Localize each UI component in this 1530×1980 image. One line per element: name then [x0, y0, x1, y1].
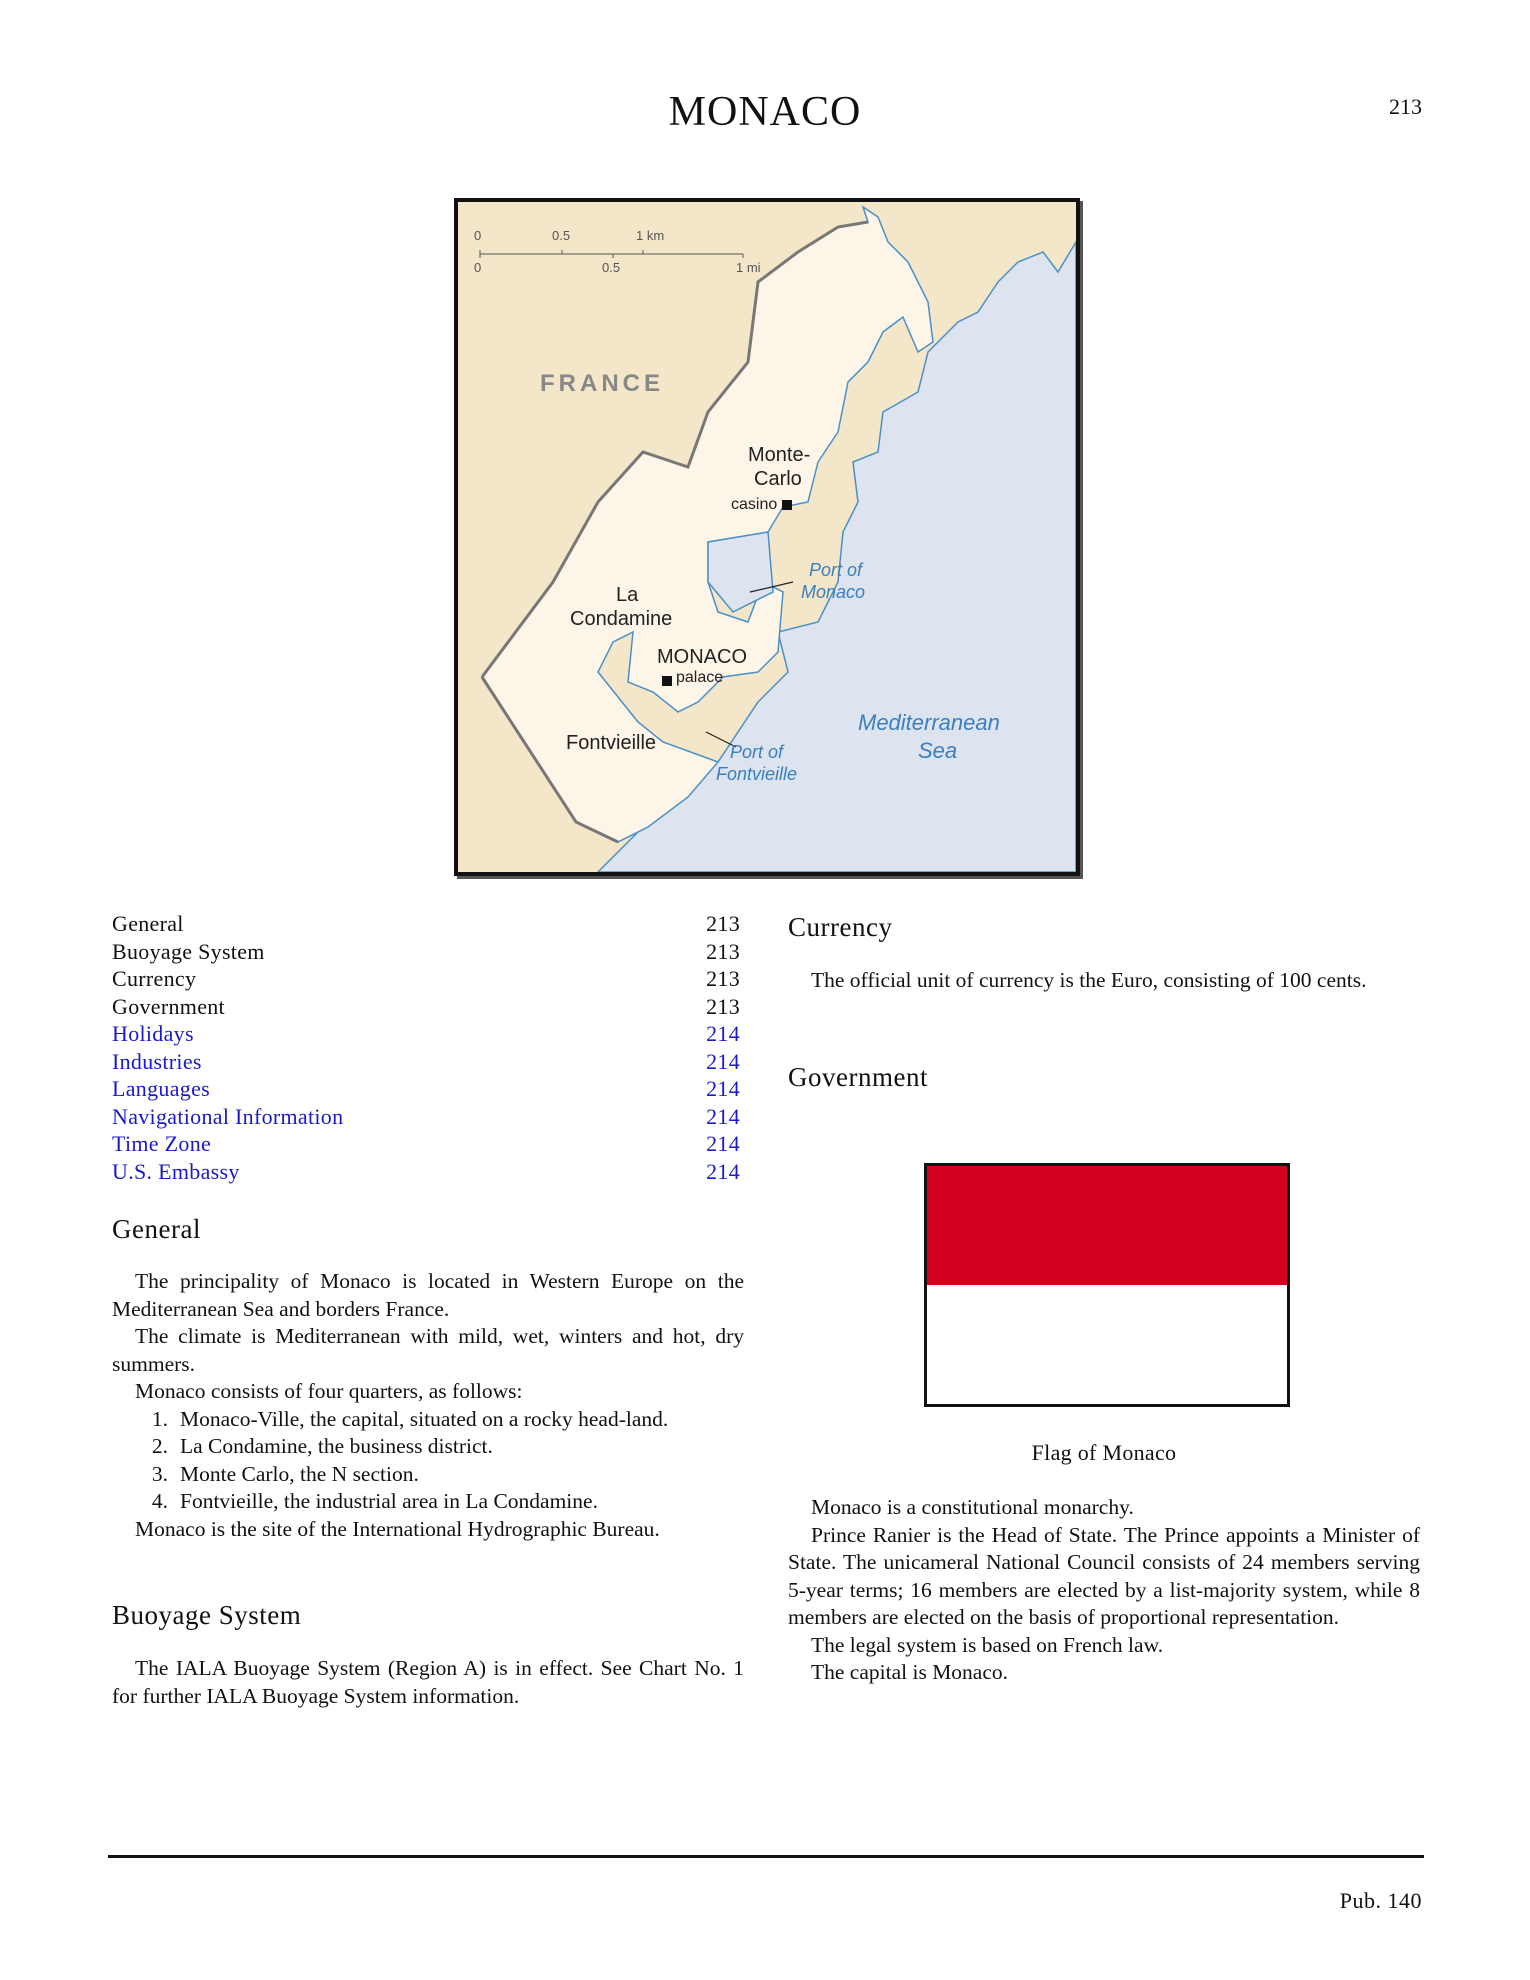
list-text: Monaco-Ville, the capital, situated on a rocky head-land.	[180, 1406, 669, 1431]
toc-label: Currency	[112, 966, 197, 991]
map-label-la-condamine-1: La	[616, 584, 639, 606]
map-label-monaco: MONACO	[657, 646, 747, 668]
palace-marker-icon	[662, 676, 672, 686]
list-item	[112, 1433, 744, 1461]
page-number: 213	[1389, 94, 1422, 119]
map-label-port-fontvieille-1: Port of	[730, 742, 784, 762]
toc-page[interactable]: 214	[706, 1131, 740, 1156]
toc-link-navigational-information[interactable]	[112, 1103, 740, 1131]
toc-page: 213	[706, 911, 740, 936]
section-general-body	[112, 1268, 744, 1543]
toc-link-industries[interactable]	[112, 1048, 740, 1076]
page-title: MONACO	[668, 89, 862, 135]
toc-link-us-embassy[interactable]	[112, 1158, 740, 1186]
toc-label[interactable]: Industries	[112, 1048, 202, 1074]
paragraph: Monaco is a constitutional monarchy.	[811, 1495, 1134, 1519]
paragraph: Monaco is the site of the International Hydrographic Bureau.	[135, 1516, 660, 1541]
paragraph: The legal system is based on French law.	[811, 1632, 1164, 1657]
paragraph: Prince Ranier is the Head of State. The Prince appoints a Minister of State. The unicameral National Council consists of 24 members serving 5-year terms; 16 members are elected by a list-majority system, while 8 members are elected on the basis of proportional representation.	[788, 1522, 1420, 1629]
toc-label: Buoyage System	[112, 938, 265, 964]
scale-mi-0-5: 0.5	[602, 260, 621, 275]
paragraph: The capital is Monaco.	[811, 1660, 1009, 1684]
toc-label: Government	[112, 993, 225, 1019]
list-number: 3.	[151, 1461, 168, 1486]
monaco-map	[454, 198, 1080, 876]
scale-mi-1: 1 mi	[736, 260, 761, 275]
toc-page[interactable]: 214	[706, 1076, 740, 1101]
toc-link-languages[interactable]	[112, 1075, 740, 1103]
map-label-port-monaco-1: Port of	[809, 560, 863, 580]
list-item	[112, 1461, 744, 1489]
section-heading-currency: Currency	[788, 912, 893, 942]
toc-label[interactable]: Languages	[112, 1076, 210, 1101]
map-label-fontvieille: Fontvieille	[566, 732, 657, 754]
list-number: 1.	[151, 1406, 168, 1431]
toc-link-holidays[interactable]	[112, 1020, 740, 1048]
paragraph: The climate is Mediterranean with mild, wet, winters and hot, dry summers.	[112, 1324, 744, 1376]
map-label-palace: palace	[676, 669, 724, 686]
toc-page[interactable]: 214	[706, 1048, 740, 1074]
toc-page[interactable]: 214	[706, 1021, 740, 1046]
list-item	[112, 1406, 744, 1434]
list-item	[112, 1488, 744, 1516]
list-number: 2.	[151, 1434, 168, 1458]
toc-page: 213	[706, 966, 740, 991]
publication-label: Pub. 140	[1339, 1888, 1422, 1913]
list-text: Monte Carlo, the N section.	[180, 1461, 419, 1486]
section-heading-government: Government	[788, 1062, 928, 1092]
scale-km-1: 1 km	[636, 228, 665, 243]
list-text: La Condamine, the business district.	[180, 1434, 493, 1458]
list-number: 4.	[151, 1489, 168, 1513]
flag-red-stripe	[927, 1166, 1287, 1285]
scale-bar	[480, 250, 743, 258]
paragraph: The IALA Buoyage System (Region A) is in effect. See Chart No. 1 for further IALA Buoyage System information.	[112, 1656, 744, 1708]
map-label-sea-1: Mediterranean	[858, 710, 1000, 735]
map-label-monte-carlo-1: Monte-	[748, 444, 811, 466]
toc-item-government	[112, 993, 740, 1021]
toc-link-time-zone[interactable]	[112, 1130, 740, 1158]
map-label-port-monaco-2: Monaco	[801, 582, 866, 602]
list-text: Fontvieille, the industrial area in La Condamine.	[180, 1489, 598, 1513]
scale-mi-0: 0	[474, 260, 482, 275]
toc-label[interactable]: Holidays	[112, 1021, 194, 1046]
paragraph: Monaco consists of four quarters, as follows:	[135, 1379, 523, 1403]
flag-white-stripe	[927, 1285, 1287, 1404]
flag-caption: Flag of Monaco	[1031, 1440, 1177, 1465]
paragraph: The official unit of currency is the Euro, consisting of 100 cents.	[811, 968, 1367, 992]
scale-km-0: 0	[474, 228, 482, 243]
map-label-casino: casino	[731, 496, 778, 513]
section-government-body	[788, 1494, 1420, 1687]
footer-divider	[108, 1855, 1424, 1858]
table-of-contents	[112, 910, 740, 1185]
section-heading-buoyage-system: Buoyage System	[112, 1600, 302, 1630]
map-label-sea-2: Sea	[918, 738, 958, 763]
toc-page: 213	[706, 993, 740, 1019]
toc-label[interactable]: U.S. Embassy	[112, 1158, 240, 1184]
toc-label[interactable]: Navigational Information	[112, 1103, 344, 1129]
toc-page[interactable]: 214	[706, 1158, 740, 1184]
toc-page: 213	[706, 938, 740, 964]
toc-label: General	[112, 911, 184, 936]
paragraph: The principality of Monaco is located in Western Europe on the Mediterranean Sea and borders France.	[112, 1269, 744, 1321]
casino-marker-icon	[782, 500, 792, 510]
toc-item-general	[112, 910, 740, 938]
map-label-port-fontvieille-2: Fontvieille	[716, 764, 798, 784]
section-heading-general: General	[112, 1214, 201, 1244]
toc-label[interactable]: Time Zone	[112, 1131, 212, 1156]
scale-km-0-5: 0.5	[552, 228, 571, 243]
flag-of-monaco	[924, 1163, 1290, 1407]
toc-item-buoyage-system	[112, 938, 740, 966]
toc-page[interactable]: 214	[706, 1103, 740, 1129]
map-label-monte-carlo-2: Carlo	[754, 468, 802, 490]
map-label-la-condamine-2: Condamine	[570, 608, 673, 630]
toc-item-currency	[112, 965, 740, 993]
map-label-france: FRANCE	[540, 370, 664, 397]
